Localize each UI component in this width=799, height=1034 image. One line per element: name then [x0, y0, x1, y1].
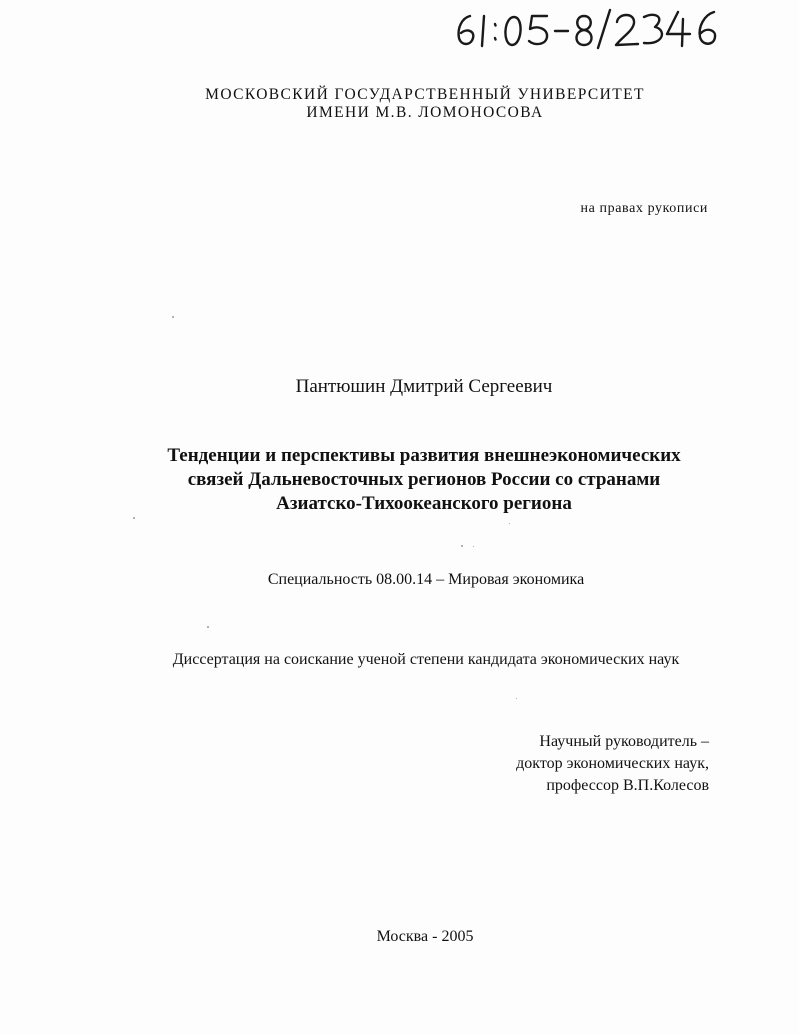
supervisor-block: [516, 731, 709, 797]
scan-speck: [516, 698, 517, 699]
university-line-2: ИМЕНИ М.В. ЛОМОНОСОВА: [306, 104, 544, 121]
scan-speck: [509, 523, 510, 524]
specialty: Специальность 08.00.14 – Мировая экономика: [267, 571, 585, 588]
city-year: Москва - 2005: [376, 928, 474, 945]
scan-speck: [133, 517, 135, 519]
degree-statement: Диссертация на соискание ученой степени кандидата экономических наук: [172, 651, 680, 668]
scan-speck: [473, 546, 474, 547]
scan-speck: [172, 316, 174, 318]
title-line-2: связей Дальневосточных регионов России со странами: [187, 469, 661, 490]
author-name: Пантюшин Дмитрий Сергеевич: [295, 376, 553, 397]
university-line-1: МОСКОВСКИЙ ГОСУДАРСТВЕННЫЙ УНИВЕРСИТЕТ: [205, 86, 645, 103]
university-name: [0, 86, 799, 122]
dissertation-title: [0, 444, 799, 516]
supervisor-line-1: Научный руководитель –: [539, 733, 709, 750]
rights-note: на правах рукописи: [580, 201, 708, 216]
title-line-3: Азиатско-Тихоокеанского региона: [276, 493, 572, 514]
title-line-1: Тенденции и перспективы развития внешнеэкономических: [167, 445, 681, 466]
scan-speck: [461, 545, 463, 547]
scan-speck: [207, 626, 209, 628]
handwritten-archive-number: [452, 2, 722, 52]
supervisor-line-3: профессор В.П.Колесов: [546, 777, 709, 794]
handwritten-number-drawing: [452, 2, 722, 52]
supervisor-line-2: доктор экономических наук,: [516, 755, 709, 772]
